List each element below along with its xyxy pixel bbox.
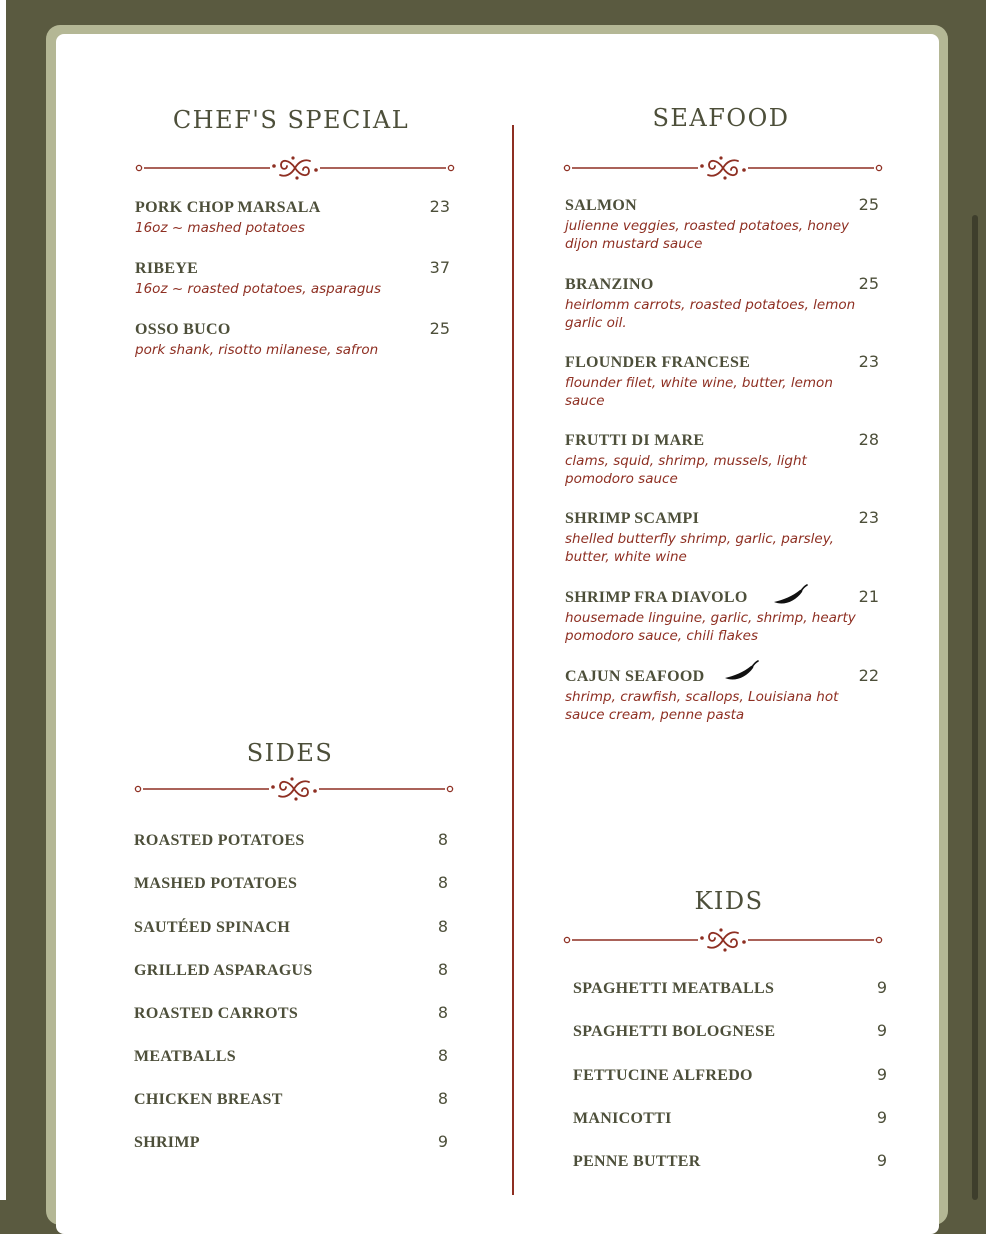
item-name: FRUTTI DI MARE [565,432,705,449]
menu-item-mashed-potatoes [134,875,448,897]
section-title-sides: SIDES [246,739,334,767]
item-price: 9 [876,1151,887,1170]
menu-item-meatballs [134,1048,448,1070]
menu-item-shrimp-scampi [565,510,879,566]
item-name: ROASTED POTATOES [134,832,305,849]
menu-item-sauteed-spinach [134,919,448,941]
item-price: 25 [858,274,879,293]
section-title-seafood: SEAFOOD [652,104,790,132]
chili-pepper-icon [771,584,809,606]
menu-item-spaghetti-meatballs [573,980,887,1002]
item-description: shelled butterfly shrimp, garlic, parsley, butter, white wine [565,531,834,565]
item-price: 37 [429,258,450,277]
window-edge [0,0,6,1200]
item-price: 25 [858,195,879,214]
item-price: 8 [437,873,448,892]
item-price: 9 [437,1132,448,1151]
item-price: 23 [858,508,879,527]
menu-item-shrimp [134,1134,448,1156]
item-name: FETTUCINE ALFREDO [573,1067,753,1084]
item-name: RIBEYE [135,260,199,277]
item-price: 22 [858,666,879,685]
item-description: flounder filet, white wine, butter, lemon sauce [565,375,833,409]
item-name: SHRIMP [134,1134,200,1151]
section-title-kids: KIDS [694,887,764,915]
item-description: heirlomm carrots, roasted potatoes, lemon garlic oil. [565,297,856,331]
menu-item-frutti-di-mare [565,432,879,488]
item-name: GRILLED ASPARAGUS [134,962,313,979]
item-name: CHICKEN BREAST [134,1091,283,1108]
item-name: SHRIMP SCAMPI [565,510,700,527]
item-price: 9 [876,978,887,997]
menu-item-penne-butter [573,1153,887,1175]
item-name: CAJUN SEAFOOD [565,668,705,685]
menu-item-spaghetti-bolognese [573,1023,887,1045]
menu-item-cajun-seafood [565,668,879,724]
item-price: 9 [876,1065,887,1084]
ornamental-divider-icon [135,153,455,183]
item-price: 28 [858,430,879,449]
item-description: clams, squid, shrimp, mussels, light pomodoro sauce [565,453,807,487]
menu-item-shrimp-fra-diavolo [565,589,879,645]
scrollbar[interactable] [972,215,978,1200]
menu-item-ribeye [135,260,450,300]
item-name: BRANZINO [565,276,654,293]
item-price: 9 [876,1108,887,1127]
item-description: 16oz ~ roasted potatoes, asparagus [135,281,381,297]
menu-item-fettucine-alfredo [573,1067,887,1089]
item-name: MANICOTTI [573,1110,672,1127]
menu-item-roasted-carrots [134,1005,448,1027]
item-description: julienne veggies, roasted potatoes, honey dijon mustard sauce [565,218,850,252]
menu-item-flounder-francese [565,354,879,410]
item-price: 23 [429,197,450,216]
item-description: 16oz ~ mashed potatoes [135,220,305,236]
item-name: PENNE BUTTER [573,1153,701,1170]
item-price: 9 [876,1021,887,1040]
section-title-chefs-special: CHEF'S SPECIAL [172,106,410,134]
item-price: 8 [437,830,448,849]
item-name: OSSO BUCO [135,321,231,338]
ornamental-divider-icon [563,153,883,183]
item-name: SALMON [565,197,638,214]
item-name: PORK CHOP MARSALA [135,199,321,216]
item-name: FLOUNDER FRANCESE [565,354,751,371]
item-price: 8 [437,1046,448,1065]
menu-item-manicotti [573,1110,887,1132]
chili-pepper-icon [722,660,760,682]
item-price: 8 [437,917,448,936]
column-divider [512,125,514,1195]
menu-item-roasted-potatoes [134,832,448,854]
item-price: 8 [437,1089,448,1108]
item-name: MEATBALLS [134,1048,236,1065]
item-name: SAUTÉED SPINACH [134,919,291,936]
menu-item-grilled-asparagus [134,962,448,984]
menu-item-osso-buco [135,321,450,361]
item-price: 25 [429,319,450,338]
item-description: pork shank, risotto milanese, safron [135,342,379,358]
item-name: MASHED POTATOES [134,875,298,892]
ornamental-divider-icon [563,925,883,955]
item-price: 8 [437,960,448,979]
menu-item-branzino [565,276,879,332]
menu-item-salmon [565,197,879,253]
item-name: SPAGHETTI BOLOGNESE [573,1023,776,1040]
item-description: housemade linguine, garlic, shrimp, hearty pomodoro sauce, chili flakes [565,610,856,644]
item-price: 21 [858,587,879,606]
ornamental-divider-icon [134,774,454,804]
menu-item-pork-chop-marsala [135,199,450,239]
item-price: 8 [437,1003,448,1022]
item-name: SPAGHETTI MEATBALLS [573,980,775,997]
menu-item-chicken-breast [134,1091,448,1113]
item-price: 23 [858,352,879,371]
item-name: SHRIMP FRA DIAVOLO [565,589,748,606]
item-description: shrimp, crawfish, scallops, Louisiana hot sauce cream, penne pasta [565,689,839,723]
item-name: ROASTED CARROTS [134,1005,299,1022]
